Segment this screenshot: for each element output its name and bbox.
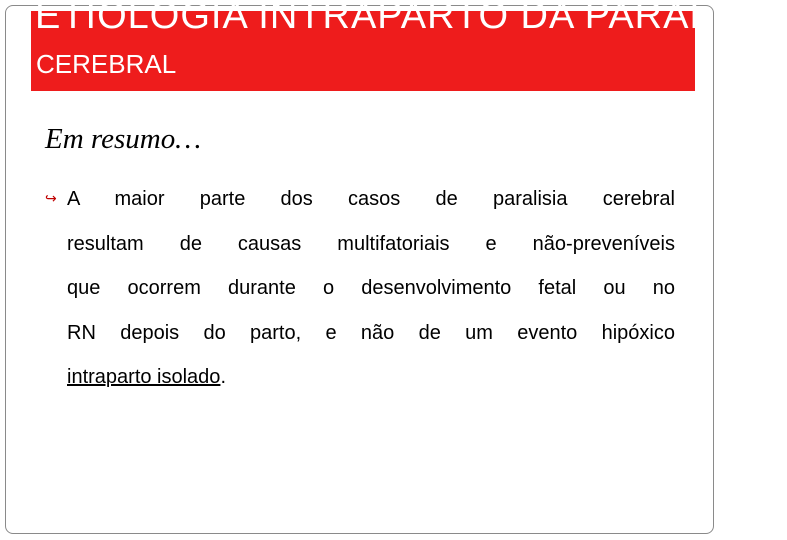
paragraph-end-period: .	[220, 366, 226, 388]
paragraph-line-1	[45, 176, 675, 222]
title-banner	[31, 0, 787, 91]
paragraph-line-3: que ocorrem durante o desenvolvimento fetal ou no	[67, 277, 675, 299]
paragraph-line-4: RN depois do parto, e não de um evento hipóxico	[67, 321, 675, 344]
paragraph-line-5	[45, 355, 675, 400]
paragraph-line-1-text: A maior parte dos casos de paralisia cerebral	[67, 188, 675, 210]
title-line-2: CEREBRAL	[36, 49, 177, 79]
curved-arrow-bullet-icon: ↪	[45, 190, 57, 206]
paragraph-line-2: resultam de causas multifatoriais e não-preveníveis	[67, 232, 675, 255]
bullet-paragraph	[45, 176, 675, 400]
underlined-phrase: intraparto isolado	[67, 366, 221, 388]
subheading: Em resumo…	[45, 123, 202, 155]
title-line-1: ETIOLOGIA INTRAPARTO DA PARALISIA	[35, 0, 787, 37]
